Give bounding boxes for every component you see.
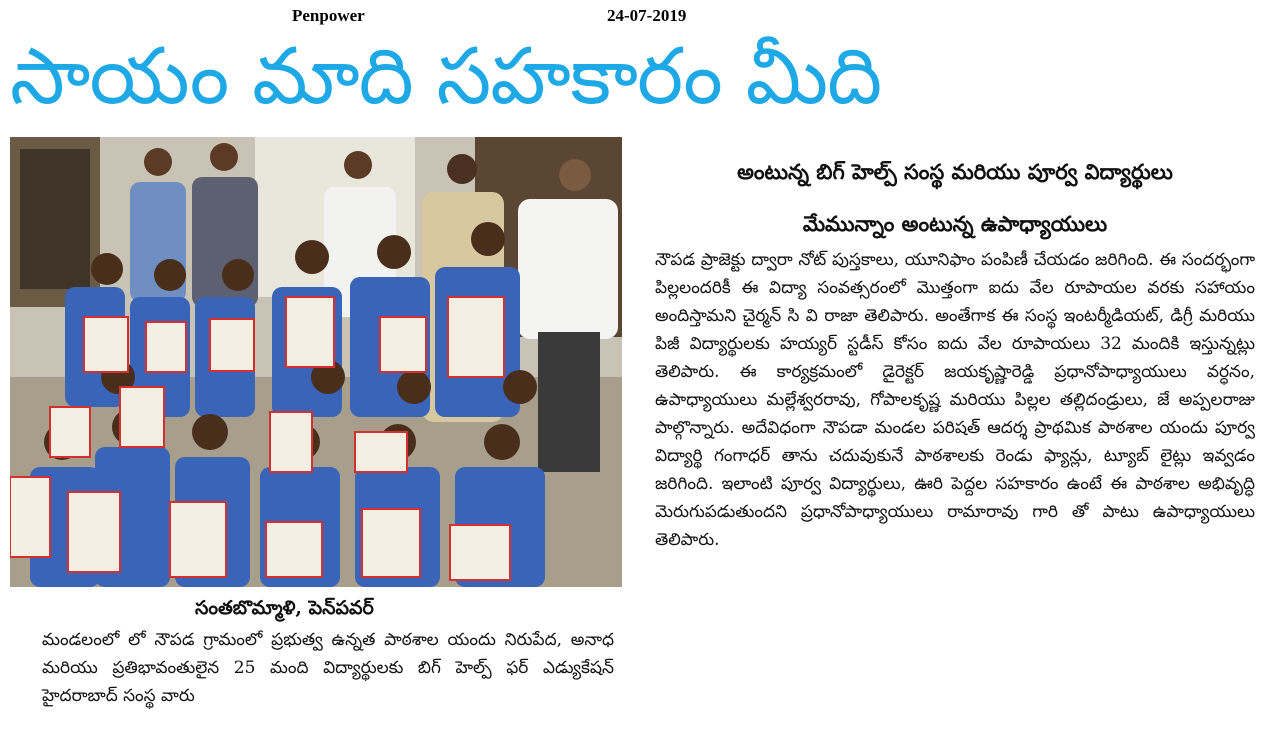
article-right-text: నౌపడ ప్రాజెక్టు ద్వారా నోట్ పుస్తకాలు, యూనిఫాం పంపిణీ చేయడం జరిగింది. ఈ సందర్భంగా పిల్లలందరికీ ఈ విద్యా సంవత్సరంలో మొత్తంగా ఐదు వేల రూపాయల వరకు సహాయం అందిస్తామని చైర్మన్ సి వి రాజా తెలిపారు. అంతేగాక ఈ సంస్థ ఇంటర్మీడియట్, డిగ్రీ మరియు పిజీ విద్యార్థులకు హయ్యర్ స్టడీస్ కోసం ఐదు వేల రూపాయలు 32 మందికి ఇస్తున్నట్లు తెలిపారు. ఈ కార్యక్రమంలో డైరెక్టర్ జయకృష్ణారెడ్డి ప్రధానోపాధ్యాయులు వర్ధనం, ఉపాధ్యాయులు మల్లేశ్వరరావు, గోపాలకృష్ణ మరియు పిల్లల తల్లిదండ్రులు, జే అప్పలరాజు పాల్గొన్నారు. అదేవిధంగా నౌపడా మండల పరిషత్ ఆదర్శ ప్రాథమిక పాఠశాల యందు పూర్వ విద్యార్థి గంగాధర్ తాను చదువుకునే పాఠశాలకు రెండు ఫ్యాన్లు, ట్యూబ్ లైట్లు ఇవ్వడం జరిగింది. ఇలాంటి పూర్వ విద్యార్థులు, ఊరి పెద్దల సహకారం ఉంటే ఈ పాఠశాల అభివృద్ధి మెరుగుపడుతుందని ప్రధానోపాధ్యాయులు రామారావు గారి తో పాటు ఉపాధ్యాయులు తెలిపారు. [655, 250, 1255, 550]
article-right-column [655, 246, 1255, 554]
subheadline [640, 146, 1270, 250]
news-photo [10, 137, 622, 587]
subheadline-line1: అంటున్న బిగ్ హెల్ప్ సంస్థ మరియు పూర్వ విద్యార్థులు [737, 159, 1173, 184]
publication-name: Penpower [292, 6, 365, 25]
article-left-column [42, 626, 614, 710]
article-left-text: మండలంలో లో నౌపడ గ్రామంలో ప్రభుత్వ ఉన్నత పాఠశాల యందు నిరుపేద, అనాధ మరియు ప్రతిభావంతులైన 25 మంది విద్యార్థులకు బిగ్ హెల్ప్ ఫర్ ఎడ్యుకేషన్ హైదరాబాద్ సంస్థ వారు [42, 630, 614, 706]
headline: సాయం మాది సహకారం మీది [10, 32, 882, 122]
subheadline-line2: మేమున్నాం అంటున్న ఉపాధ్యాయులు [802, 211, 1108, 236]
publication-date: 24-07-2019 [607, 6, 687, 25]
photo-caption: సంతబొమ్మాళి, పెన్‌పవర్ [195, 597, 374, 619]
